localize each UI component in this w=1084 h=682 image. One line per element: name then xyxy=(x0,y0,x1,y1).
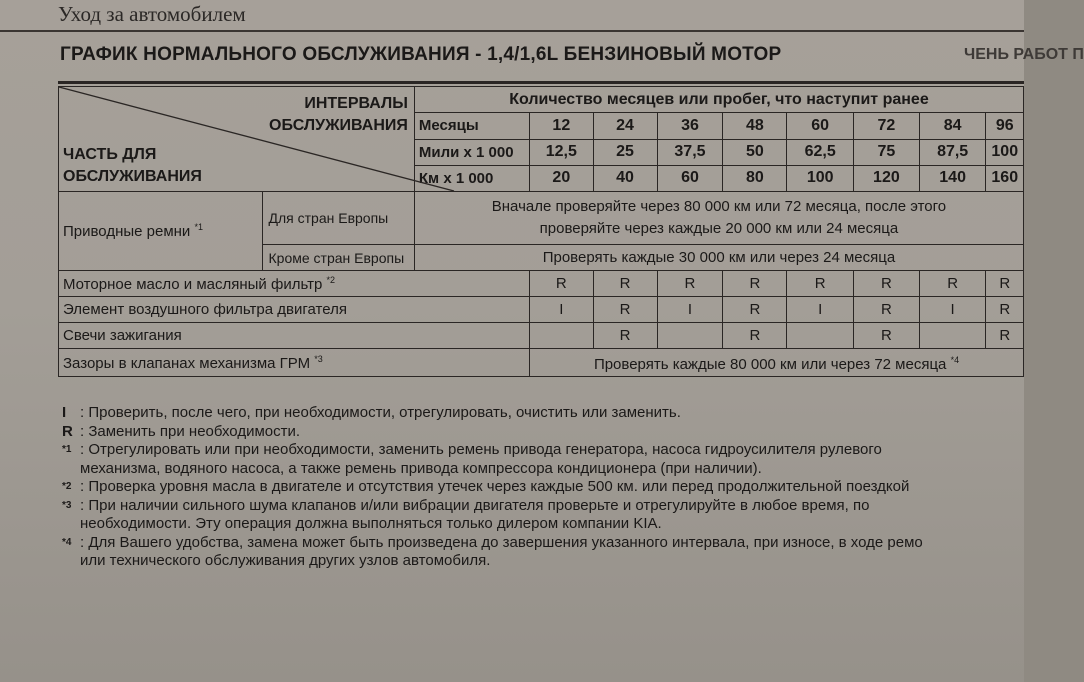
table-cell: 75 xyxy=(854,139,920,165)
table-cell: R xyxy=(723,323,787,349)
belts-non-europe-label: Кроме стран Европы xyxy=(262,245,414,271)
table-cell: 96 xyxy=(986,113,1024,139)
title-divider xyxy=(58,81,1024,84)
table-cell: R xyxy=(593,323,657,349)
part-valve-clearance: Зазоры в клапанах механизма ГРМ $^{*3}$ xyxy=(59,349,530,377)
legend-item: *3 : При наличии сильного шума клапанов и/или вибрации двигателя проверьте и отрегулируйте в любое время, по xyxy=(62,496,870,514)
maintenance-schedule-table xyxy=(58,86,1024,377)
table-cell: 160 xyxy=(986,165,1024,191)
table-corner-header xyxy=(59,87,415,192)
table-cell: 36 xyxy=(657,113,723,139)
legend-continuation: или технического обслуживания других узлов автомобиля. xyxy=(80,552,491,569)
table-row-valves xyxy=(59,349,1024,377)
table-cell: I xyxy=(919,297,986,323)
table-cell: 62,5 xyxy=(787,139,854,165)
legend-continuation: механизма, водяного насоса, а также ремень привода компрессора кондиционера (при наличии). xyxy=(80,459,762,477)
table-cell: R xyxy=(986,271,1024,297)
table-cell xyxy=(919,323,986,349)
table-cell: 87,5 xyxy=(919,139,986,165)
legend xyxy=(62,404,1042,571)
table-cell: 84 xyxy=(919,113,986,139)
corner-part-label: ЧАСТЬ ДЛЯ ОБСЛУЖИВАНИЯ xyxy=(63,146,202,185)
table-cell xyxy=(657,323,723,349)
legend-continuation: необходимости. Эту операция должна выполняться только дилером компании KIA. xyxy=(80,515,662,532)
table-cell: 60 xyxy=(657,165,723,191)
interval-heading: Количество месяцев или пробег, что наступит ранее xyxy=(414,87,1023,113)
table-cell: 120 xyxy=(854,165,920,191)
table-cell: R xyxy=(986,297,1024,323)
table-row-air-filter xyxy=(59,297,1024,323)
table-cell: R xyxy=(593,271,657,297)
table-cell: I xyxy=(787,297,854,323)
legend-item: *4 : Для Вашего удобства, замена может быть произведена до завершения указанного интервала, при износе, в ходе ремо xyxy=(62,533,923,551)
table-cell: 24 xyxy=(593,113,657,139)
corner-intervals-label: ИНТЕРВАЛЫ ОБСЛУЖИВАНИЯ xyxy=(269,95,408,134)
table-cell: 37,5 xyxy=(657,139,723,165)
legend-item: R : Заменить при необходимости. xyxy=(62,422,301,440)
table-cell: 140 xyxy=(919,165,986,191)
table-cell: 20 xyxy=(530,165,594,191)
table-cell: R xyxy=(723,271,787,297)
table-cell: 12,5 xyxy=(530,139,594,165)
table-cell: 48 xyxy=(723,113,787,139)
table-row-spark-plugs xyxy=(59,323,1024,349)
table-cell: R xyxy=(919,271,986,297)
belts-non-europe-note: Проверять каждые 30 000 км или через 24 месяца xyxy=(414,245,1023,271)
table-cell: R xyxy=(986,323,1024,349)
table-cell: 40 xyxy=(593,165,657,191)
section-title: Уход за автомобилем xyxy=(58,2,246,26)
part-air-filter: Элемент воздушного фильтра двигателя xyxy=(59,297,530,323)
table-cell: 72 xyxy=(854,113,920,139)
table-cell: R xyxy=(530,271,594,297)
table-cell: R xyxy=(854,323,920,349)
table-cell: R xyxy=(657,271,723,297)
part-oil-filter: Моторное масло и масляный фильтр $^{*2}$ xyxy=(59,271,530,297)
legend-item: *2 : Проверка уровня масла в двигателе и отсутствия утечек через каждые 500 км. или перед продолжительной поездкой xyxy=(62,478,910,495)
table-cell: R xyxy=(854,297,920,323)
table-cell: 50 xyxy=(723,139,787,165)
table-row-oil xyxy=(59,271,1024,297)
table-cell: R xyxy=(854,271,920,297)
table-cell: 80 xyxy=(723,165,787,191)
row-label: Мили х 1 000 xyxy=(414,139,529,165)
facing-page-fragment: ЧЕНЬ РАБОТ П xyxy=(964,46,1084,63)
part-drive-belts: Приводные ремни $^{*1}$ xyxy=(59,192,263,271)
table-cell: 100 xyxy=(986,139,1024,165)
table-cell: 60 xyxy=(787,113,854,139)
table-cell: R xyxy=(787,271,854,297)
legend-item: I : Проверить, после чего, при необходимости, отрегулировать, очистить или заменить. xyxy=(62,404,681,421)
header-divider xyxy=(0,30,1024,32)
table-cell xyxy=(787,323,854,349)
legend-item: *1 : Отрегулировать или при необходимости, заменить ремень привода генератора, насоса гидроусилителя рулевого xyxy=(62,441,882,458)
table-cell: R xyxy=(723,297,787,323)
row-label: Месяцы xyxy=(414,113,529,139)
table-row-belts-europe xyxy=(59,192,1024,245)
table-cell xyxy=(530,323,594,349)
table-cell: 12 xyxy=(530,113,594,139)
part-spark-plugs: Свечи зажигания xyxy=(59,323,530,349)
page-title: ГРАФИК НОРМАЛЬНОГО ОБСЛУЖИВАНИЯ - 1,4/1,6L БЕНЗИНОВЫЙ МОТОР xyxy=(60,44,782,65)
belts-europe-note: Вначале проверяйте через 80 000 км или 72 месяца, после этого проверяйте через каждые 20 000 км или 24 месяца xyxy=(414,192,1023,245)
table-cell: R xyxy=(593,297,657,323)
valves-note: Проверять каждые 80 000 км или через 72 месяца $^{*4}$ xyxy=(530,349,1024,377)
table-cell: 100 xyxy=(787,165,854,191)
table-cell: I xyxy=(657,297,723,323)
row-label: Км х 1 000 xyxy=(414,165,529,191)
table-cell: 25 xyxy=(593,139,657,165)
belts-europe-label: Для стран Европы xyxy=(262,192,414,245)
table-cell: I xyxy=(530,297,594,323)
